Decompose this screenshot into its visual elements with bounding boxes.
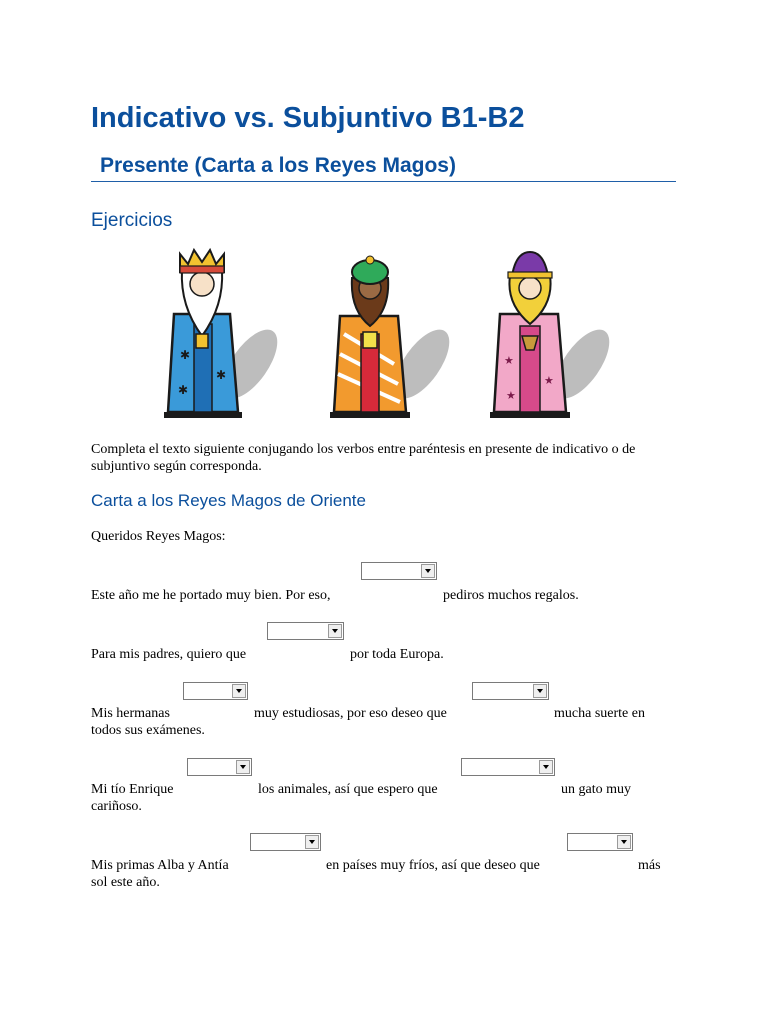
verb-select-3[interactable] — [183, 682, 248, 700]
greeting: Queridos Reyes Magos: — [91, 529, 226, 544]
king-melchor-figure — [164, 250, 288, 418]
sentence-5-part-d: sol este año. — [91, 875, 160, 890]
verb-select-5[interactable] — [187, 758, 252, 776]
chevron-down-icon[interactable] — [328, 624, 342, 638]
chevron-down-icon[interactable] — [236, 760, 250, 774]
sentence-5-part-b: en países muy fríos, así que deseo que — [326, 858, 540, 873]
sentence-4-part-c: un gato muy — [561, 782, 631, 797]
section-heading: Ejercicios — [91, 210, 173, 231]
verb-select-8[interactable] — [567, 833, 633, 851]
chevron-down-icon[interactable] — [232, 684, 246, 698]
sentence-3-part-b: muy estudiosas, por eso deseo que — [254, 706, 447, 721]
verb-select-2[interactable] — [267, 622, 344, 640]
sentence-3-part-d: todos sus exámenes. — [91, 723, 205, 738]
svg-text:✱: ✱ — [180, 348, 191, 362]
instructions-text: Completa el texto siguiente conjugando los verbos entre paréntesis en presente de indicativo o de subjuntivo según corresponda. — [91, 442, 636, 474]
chevron-down-icon[interactable] — [539, 760, 553, 774]
chevron-down-icon[interactable] — [617, 835, 631, 849]
sentence-4-part-b: los animales, así que espero que — [258, 782, 438, 797]
letter-heading: Carta a los Reyes Magos de Oriente — [91, 491, 366, 510]
verb-select-1[interactable] — [361, 562, 437, 580]
three-kings-illustration — [150, 244, 610, 422]
sentence-2-part-a: Para mis padres, quiero que — [91, 647, 247, 662]
sentence-4-part-a: Mi tío Enrique — [91, 782, 174, 797]
svg-text:★: ★ — [504, 355, 514, 367]
king-gaspar-figure — [330, 256, 460, 418]
king-baltasar-figure — [490, 252, 610, 418]
verb-select-6[interactable] — [461, 758, 555, 776]
sentence-2-part-b: por toda Europa. — [350, 647, 444, 662]
chevron-down-icon[interactable] — [533, 684, 547, 698]
sentence-3-part-c: mucha suerte en — [554, 706, 645, 721]
page-title: Indicativo vs. Subjuntivo B1-B2 — [91, 102, 525, 134]
sentence-1-part-a: Este año me he portado muy bien. Por eso, — [91, 588, 331, 603]
sentence-5-part-a: Mis primas Alba y Antía — [91, 858, 229, 873]
page-subtitle: Presente (Carta a los Reyes Magos) — [91, 154, 676, 182]
chevron-down-icon[interactable] — [421, 564, 435, 578]
sentence-1-part-b: pediros muchos regalos. — [443, 588, 579, 603]
sentence-3-part-a: Mis hermanas — [91, 706, 170, 721]
chevron-down-icon[interactable] — [305, 835, 319, 849]
svg-text:★: ★ — [506, 390, 516, 402]
svg-text:✱: ✱ — [216, 368, 227, 382]
svg-text:✱: ✱ — [178, 383, 189, 397]
sentence-4-part-d: cariñoso. — [91, 799, 142, 814]
svg-text:★: ★ — [544, 375, 554, 387]
verb-select-4[interactable] — [472, 682, 549, 700]
sentence-5-part-c: más — [638, 858, 661, 873]
verb-select-7[interactable] — [250, 833, 321, 851]
